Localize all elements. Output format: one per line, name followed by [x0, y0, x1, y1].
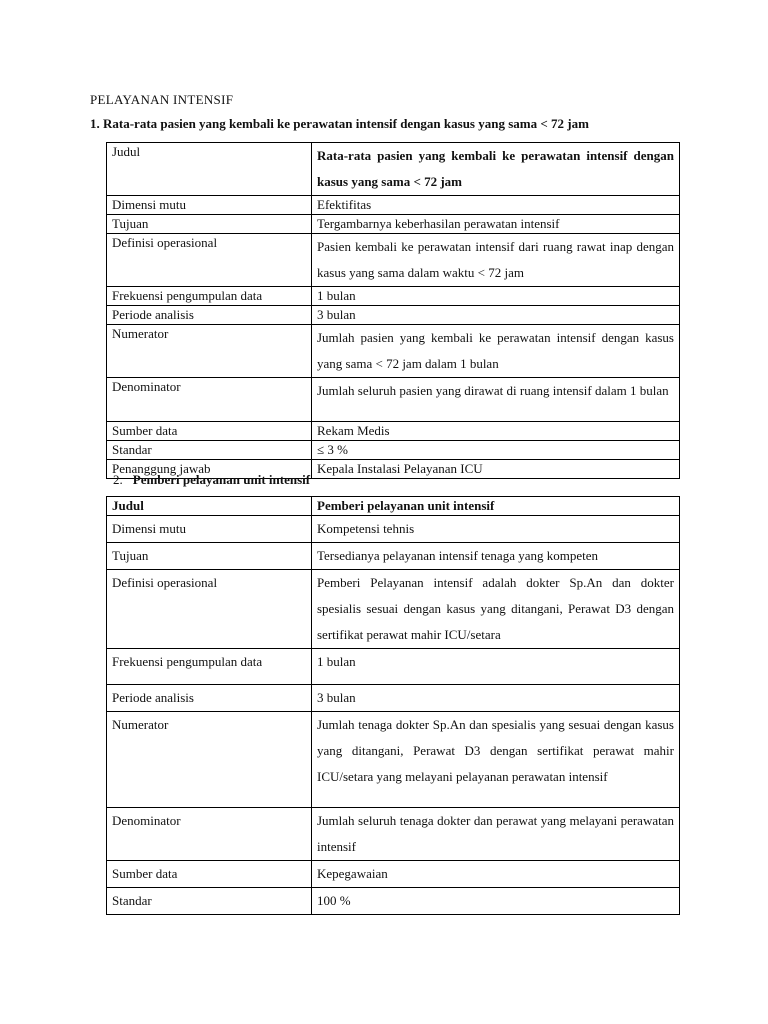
row-label: Standar	[107, 888, 312, 915]
row-value: Kompetensi tehnis	[312, 516, 680, 543]
row-label: Dimensi mutu	[107, 516, 312, 543]
section-2-title-text: Pemberi pelayanan unit intensif	[132, 472, 311, 487]
section-2-number: 2.	[113, 472, 123, 487]
row-label: Sumber data	[107, 861, 312, 888]
row-value: 3 bulan	[312, 306, 680, 325]
row-label: Numerator	[107, 712, 312, 808]
row-value: Rata-rata pasien yang kembali ke perawatan intensif dengan kasus yang sama < 72 jam	[312, 143, 680, 196]
table-row	[107, 685, 680, 712]
row-label: Definisi operasional	[107, 570, 312, 649]
table-row	[107, 861, 680, 888]
row-label: Sumber data	[107, 422, 312, 441]
table-row	[107, 215, 680, 234]
row-value: Jumlah tenaga dokter Sp.An dan spesialis yang sesuai dengan kasus yang ditangani, Perawat D3 dengan sertifikat perawat mahir ICU/setara yang melayani pelayanan perawatan intensif	[312, 712, 680, 808]
table-row	[107, 570, 680, 649]
table-row	[107, 543, 680, 570]
row-label: Penanggung jawab	[107, 460, 312, 479]
row-value: Kepegawaian	[312, 861, 680, 888]
table-row	[107, 325, 680, 378]
table-row	[107, 422, 680, 441]
table-row	[107, 712, 680, 808]
table-row	[107, 516, 680, 543]
table-row	[107, 196, 680, 215]
row-label: Frekuensi pengumpulan data	[107, 287, 312, 306]
table-row	[107, 441, 680, 460]
row-label: Judul	[107, 497, 312, 516]
row-label: Numerator	[107, 325, 312, 378]
row-label: Tujuan	[107, 543, 312, 570]
row-value: Tergambarnya keberhasilan perawatan intensif	[312, 215, 680, 234]
row-value: Pemberi Pelayanan intensif adalah dokter Sp.An dan dokter spesialis sesuai dengan kasus yang ditangani, Perawat D3 dengan sertifikat perawat mahir ICU/setara	[312, 570, 680, 649]
row-label: Tujuan	[107, 215, 312, 234]
row-value: ≤ 3 %	[312, 441, 680, 460]
row-value: Pemberi pelayanan unit intensif	[312, 497, 680, 516]
row-label: Standar	[107, 441, 312, 460]
row-label: Periode analisis	[107, 306, 312, 325]
row-value: 100 %	[312, 888, 680, 915]
table-row	[107, 649, 680, 685]
row-value: Pasien kembali ke perawatan intensif dari ruang rawat inap dengan kasus yang sama dalam waktu < 72 jam	[312, 234, 680, 287]
table-row	[107, 808, 680, 861]
row-value: 1 bulan	[312, 287, 680, 306]
table-row	[107, 234, 680, 287]
row-label: Periode analisis	[107, 685, 312, 712]
row-value: Jumlah seluruh pasien yang dirawat di ruang intensif dalam 1 bulan	[312, 378, 680, 422]
row-value: 1 bulan	[312, 649, 680, 685]
row-value: Tersedianya pelayanan intensif tenaga yang kompeten	[312, 543, 680, 570]
row-value: 3 bulan	[312, 685, 680, 712]
table-row	[107, 287, 680, 306]
row-value: Jumlah seluruh tenaga dokter dan perawat yang melayani perawatan intensif	[312, 808, 680, 861]
table-row	[107, 888, 680, 915]
row-label: Judul	[107, 143, 312, 196]
table-row	[107, 497, 680, 516]
section-2-title	[113, 472, 310, 488]
row-value: Jumlah pasien yang kembali ke perawatan intensif dengan kasus yang sama < 72 jam dalam 1 bulan	[312, 325, 680, 378]
row-label: Denominator	[107, 378, 312, 422]
section-1-title: 1. Rata-rata pasien yang kembali ke perawatan intensif dengan kasus yang sama < 72 jam	[90, 116, 589, 131]
row-label: Frekuensi pengumpulan data	[107, 649, 312, 685]
row-label: Dimensi mutu	[107, 196, 312, 215]
page-heading: PELAYANAN INTENSIF	[90, 92, 234, 107]
row-value: Kepala Instalasi Pelayanan ICU	[312, 460, 680, 479]
row-label: Denominator	[107, 808, 312, 861]
table-row	[107, 143, 680, 196]
indicator-table-1	[106, 142, 680, 479]
row-value: Rekam Medis	[312, 422, 680, 441]
table-row	[107, 378, 680, 422]
row-value: Efektifitas	[312, 196, 680, 215]
table-row	[107, 306, 680, 325]
indicator-table-2	[106, 496, 680, 915]
row-label: Definisi operasional	[107, 234, 312, 287]
